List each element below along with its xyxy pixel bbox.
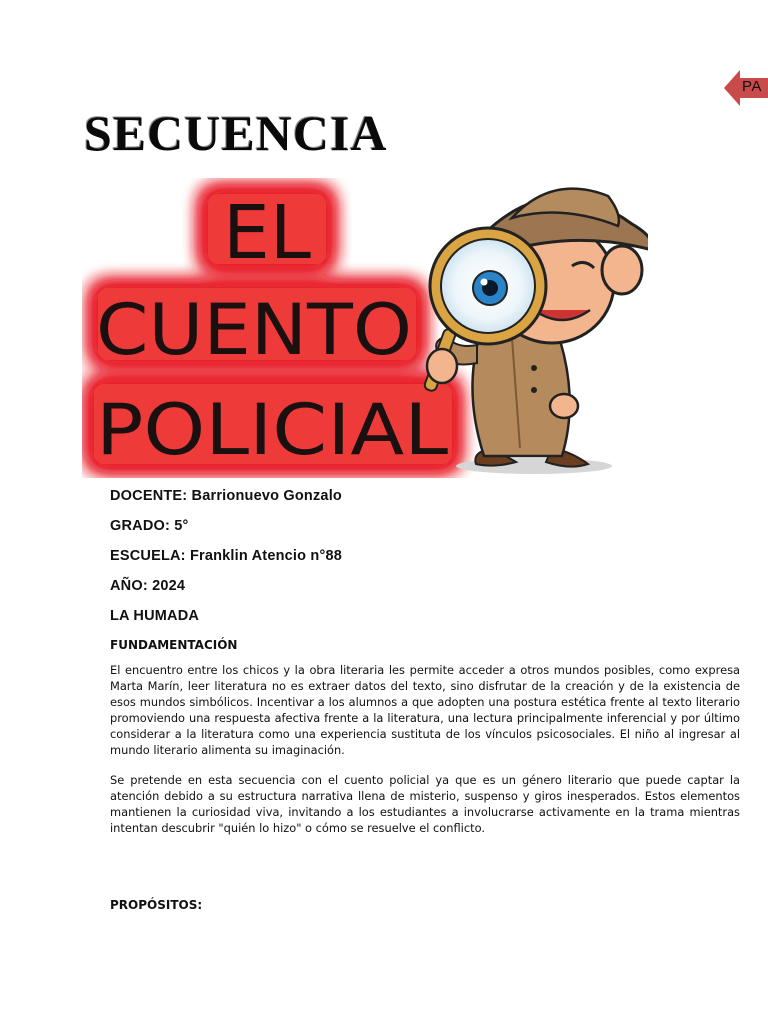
- paragraph-fundamentacion-2: Se pretende en esta secuencia con el cuento policial ya que es un género literario que puede captar la atención debido a su estructura narrativa llena de misterio, suspenso y giros inesperados. Estos elementos mantienen la curiosidad viva, invitando a los estudiantes a involucrarse activamente en la trama mientras intentan descubrir "quién lo hizo" o cómo se resuelve el conflicto.: [110, 773, 740, 835]
- document-title: SECUENCIA: [84, 105, 388, 161]
- info-grado: GRADO: 5°: [110, 518, 189, 534]
- page-tab-arrow[interactable]: [724, 68, 768, 108]
- info-escuela: ESCUELA: Franklin Atencio n°88: [110, 548, 343, 564]
- page-tab-label: PA: [742, 78, 762, 95]
- banner-illustration: [82, 178, 648, 478]
- heading-fundamentacion: FUNDAMENTACIÓN: [110, 638, 238, 652]
- paragraph-fundamentacion-1: El encuentro entre los chicos y la obra literaria les permite acceder a otros mundos posibles, como expresa Marta Marín, leer literatura no es extraer datos del texto, sino disfrutar de la creación y de la existencia de esos mundos simbólicos. Incentivar a los alumnos a que adopten una postura estética frente al texto literario promoviendo una respuesta afectiva frente a la literatura, una lectura principalmente inferencial y por último considerar a la literatura como una experiencia sustituta de los vínculos psicosociales. El niño al ingresar al mundo literario alimenta su imaginación.: [110, 663, 740, 757]
- banner-line-cuento: CUENTO: [96, 289, 412, 371]
- info-localidad: LA HUMADA: [110, 608, 200, 624]
- banner-line-policial: POLICIAL: [96, 389, 449, 471]
- banner-line-el: EL: [223, 190, 311, 276]
- info-anio: AÑO: 2024: [110, 578, 186, 594]
- heading-propositos: PROPÓSITOS:: [110, 898, 203, 912]
- info-docente: DOCENTE: Barrionuevo Gonzalo: [110, 488, 342, 504]
